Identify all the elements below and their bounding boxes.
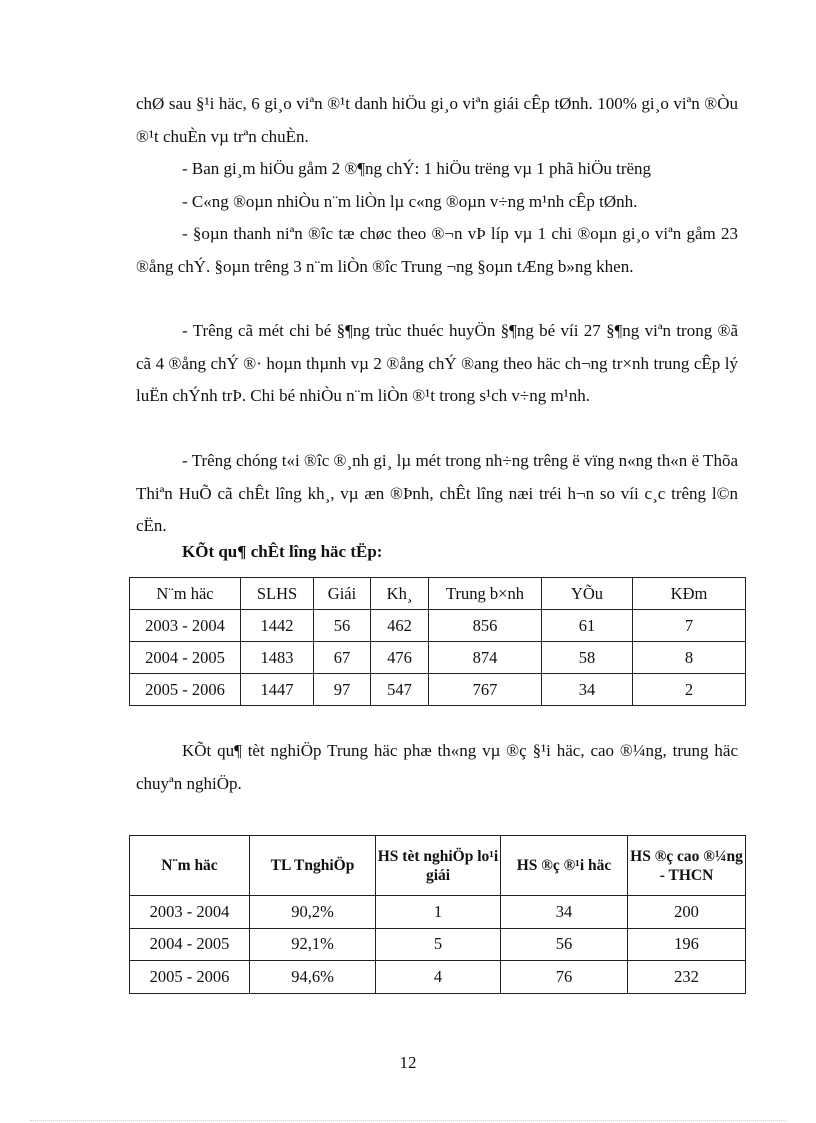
- table-cell: 58: [542, 642, 633, 674]
- table-row: [130, 928, 746, 961]
- table-cell: 232: [628, 961, 746, 994]
- table-header-cell: N¨m häc: [130, 836, 250, 896]
- table-row: [130, 610, 746, 642]
- table-header-row: [130, 578, 746, 610]
- table-cell: 2004 - 2005: [130, 642, 241, 674]
- table-row: [130, 642, 746, 674]
- table-header-cell: KÐm: [633, 578, 746, 610]
- table-header-cell: N¨m häc: [130, 578, 241, 610]
- table-header-cell: YÕu: [542, 578, 633, 610]
- table-cell: 97: [314, 674, 371, 706]
- table-cell: 92,1%: [250, 928, 376, 961]
- table-cell: 2: [633, 674, 746, 706]
- footer-divider: [30, 1120, 786, 1121]
- table-cell: 67: [314, 642, 371, 674]
- paragraph-union: - C«ng ®oµn nhiÒu n¨m liÒn lµ c«ng ®oµn v÷ng m¹nh cÊp tØnh.: [182, 192, 638, 211]
- table-cell: 34: [501, 896, 628, 929]
- table-cell: 1: [376, 896, 501, 929]
- table-cell: 2004 - 2005: [130, 928, 250, 961]
- table-header-cell: Kh¸: [371, 578, 429, 610]
- table-cell: 94,6%: [250, 961, 376, 994]
- table-cell: 200: [628, 896, 746, 929]
- study-quality-table: [129, 577, 746, 706]
- paragraph-evaluation: - Trêng chóng t«i ®îc ®¸nh gi¸ lµ mét trong nh÷ng trêng ë vïng n«ng th«n ë Thõa Thiªn HuÕ cã chÊt lîng kh¸, vµ æn ®Þnh, chÊt lîng næi tréi h¬n so víi c¸c trêng l©n cËn.: [136, 451, 738, 535]
- table-header-cell: HS ®ç ®¹i häc: [501, 836, 628, 896]
- table-header-cell: Trung b×nh: [429, 578, 542, 610]
- table-cell: 56: [501, 928, 628, 961]
- table-cell: 2005 - 2006: [130, 961, 250, 994]
- table-cell: 2005 - 2006: [130, 674, 241, 706]
- table-cell: 8: [633, 642, 746, 674]
- table-cell: 874: [429, 642, 542, 674]
- table-cell: 2003 - 2004: [130, 896, 250, 929]
- paragraph-graduation: KÕt qu¶ tèt nghiÖp Trung häc phæ th«ng vµ ®ç §¹i häc, cao ®¼ng, trung häc chuyªn nghiÖp.: [136, 741, 738, 793]
- table-cell: 2003 - 2004: [130, 610, 241, 642]
- section-heading-quality: KÕt qu¶ chÊt lîng häc tËp:: [182, 542, 383, 561]
- table-row: [130, 961, 746, 994]
- table-header-cell: TL TnghiÖp: [250, 836, 376, 896]
- table-cell: 76: [501, 961, 628, 994]
- table-cell: 5: [376, 928, 501, 961]
- table-row: [130, 896, 746, 929]
- table-cell: 34: [542, 674, 633, 706]
- paragraph-party: - Trêng cã mét chi bé §¶ng trùc thuéc huyÖn §¶ng bé víi 27 §¶ng viªn trong ®ã cã 4 ®ång chÝ ®· hoµn thµnh vµ 2 ®ång chÝ ®ang theo häc ch¬ng tr×nh trung cÊp lý luËn chÝnh trÞ. Chi bé nhiÒu n¨m liÒn ®¹t trong s¹ch v÷ng m¹nh.: [136, 321, 738, 405]
- page-number: 12: [399, 1053, 417, 1072]
- table-cell: 4: [376, 961, 501, 994]
- paragraph-teachers: chØ sau §¹i häc, 6 gi¸o viªn ®¹t danh hiÖu gi¸o viªn giái cÊp tØnh. 100% gi¸o viªn ®Òu ®¹t chuÈn vµ trªn chuÈn.: [136, 94, 738, 146]
- table-cell: 61: [542, 610, 633, 642]
- graduation-results-table: [129, 835, 746, 994]
- table-row: [130, 674, 746, 706]
- table-header-cell: SLHS: [241, 578, 314, 610]
- table-cell: 1442: [241, 610, 314, 642]
- table-cell: 856: [429, 610, 542, 642]
- table-header-cell: HS ®ç cao ®¼ng - THCN: [628, 836, 746, 896]
- table-cell: 462: [371, 610, 429, 642]
- table-header-cell: Giái: [314, 578, 371, 610]
- paragraph-youth: - §oµn thanh niªn ®îc tæ chøc theo ®¬n vÞ líp vµ 1 chi ®oµn gi¸o viªn gåm 23 ®ång chÝ. §oµn trêng 3 n¨m liÒn ®îc Trung ¬ng §oµn tÆng b»ng khen.: [136, 224, 738, 276]
- table-header-row: [130, 836, 746, 896]
- table-cell: 1447: [241, 674, 314, 706]
- table-cell: 767: [429, 674, 542, 706]
- table-header-cell: HS tèt nghiÖp lo¹i giái: [376, 836, 501, 896]
- table-cell: 56: [314, 610, 371, 642]
- paragraph-board: - Ban gi¸m hiÖu gåm 2 ®¶ng chÝ: 1 hiÖu trëng vµ 1 phã hiÖu trëng: [182, 159, 652, 178]
- table-cell: 547: [371, 674, 429, 706]
- table-cell: 90,2%: [250, 896, 376, 929]
- table-cell: 1483: [241, 642, 314, 674]
- table-cell: 196: [628, 928, 746, 961]
- table-cell: 7: [633, 610, 746, 642]
- table-cell: 476: [371, 642, 429, 674]
